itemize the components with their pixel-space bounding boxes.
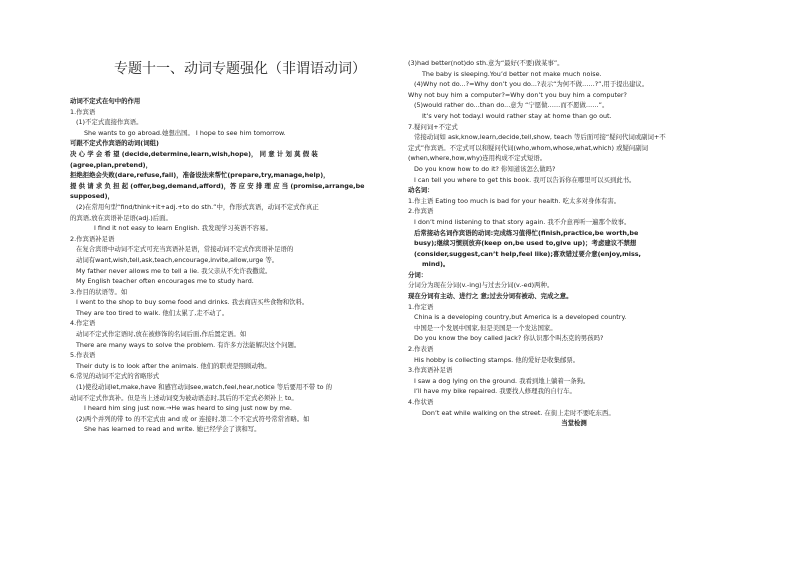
left-text-line: Their duty is to look after the animals. 他们的职责是照顾动物。 bbox=[76, 361, 271, 370]
right-text-line: 1.作主语 Eating too much is bad for your health. 吃太多对身体有害。 bbox=[408, 196, 621, 205]
left-text-line: My father never allows me to tell a lie. 我父亲从不允许我撒谎。 bbox=[76, 266, 272, 275]
left-text-line: I heard him sing just now.→He was heard to sing just now by me. bbox=[84, 404, 292, 413]
left-text-line: They are too tired to walk. 他们太累了,走不动了。 bbox=[76, 308, 229, 317]
right-text-line: Why not buy him a computer?=Why don’t you buy him a computer? bbox=[408, 90, 627, 99]
right-text-line: 现在分词有主动、进行之 意;过去分词有被动、完成之意。 bbox=[408, 292, 573, 301]
left-text-line: 动词有want,wish,tell,ask,teach,encourage,invite,allow,urge 等。 bbox=[76, 255, 279, 264]
right-text-line: (consider,suggest,can’t help,feel like);喜欢错过要介意(enjoy,miss, bbox=[414, 249, 641, 258]
right-text-line: 动名词： bbox=[408, 186, 434, 195]
left-text-line: 在复合宾语中动词不定式可充当宾语补足语，常接动词不定式作宾语补足语的 bbox=[76, 245, 294, 254]
right-text-line: (3)had better(not)do sth.意为“最好(不要)做某事”。 bbox=[408, 59, 564, 67]
right-text-line: Do you know how to do it? 你知道该怎么做吗? bbox=[414, 164, 556, 173]
right-text-line: 定式”作宾语。不定式可以和疑问代词(who,whom,whose,what,which) 或疑问副词 bbox=[408, 143, 649, 152]
right-text-line: 常接动词如 ask,know,learn,decide,tell,show, teach 等后面可接“疑问代词或副词+不 bbox=[414, 133, 666, 142]
right-text-line: 4.作状语 bbox=[408, 398, 434, 406]
left-text-line: 提 供 请 求 负 担 起 (offer,beg,demand,afford)，答 应 安 排 理 应 当 (promise,arrange,be bbox=[70, 181, 365, 190]
right-text-line: 中国是一个发展中国家,但是美国是一个发达国家。 bbox=[414, 323, 557, 332]
right-text-line: His hobby is collecting stamps. 他的爱好是收集邮票。 bbox=[414, 355, 580, 364]
right-text-line: 分词分为现在分词(v.-ing)与过去分词(v.-ed)两种。 bbox=[408, 281, 554, 290]
right-text-line: busy);继续习惯别放弃(keep on,be used to,give up)；考虑建议不禁想 bbox=[414, 239, 637, 248]
right-text-line: It’s very hot today.I would rather stay at home than go out. bbox=[422, 111, 612, 120]
left-text-line: She wants to go abroad.她想出国。 I hope to see him tomorrow. bbox=[84, 128, 286, 137]
right-text-line: (when,where,how,why)连用构成不定式短语。 bbox=[408, 154, 547, 163]
right-text-line: Don’t eat while walking on the street. 在街上走时不要吃东西。 bbox=[422, 408, 615, 417]
left-text-line: 动词不定式作定语时,放在被修饰的名词后面,作后置定语。如 bbox=[76, 330, 247, 339]
right-text-line: mind)。 bbox=[422, 260, 450, 269]
left-text-line: 1.作宾语 bbox=[70, 107, 96, 116]
left-text-line: 3.作目的状语等。如 bbox=[70, 287, 128, 296]
left-text-line: My English teacher often encourages me to study hard. bbox=[76, 277, 254, 286]
right-text-line: I’ll have my bike repaired. 我要找人修理我的自行车。 bbox=[414, 387, 576, 396]
left-text-line: 拒绝拒绝会失败(dare,refuse,fail)，准备设法来帮忙(prepare,try,manage,help)， bbox=[70, 171, 330, 180]
left-text-line: supposed)， bbox=[70, 192, 114, 201]
right-text-line: I can tell you where to get this book. 我可以告诉你在哪里可以买到此书。 bbox=[414, 175, 636, 184]
left-text-line: 6.常见的动词不定式的省略形式 bbox=[70, 372, 160, 381]
right-text-line: 3.作宾语补足语 bbox=[408, 366, 453, 375]
right-text-line: Do you know the boy called Jack? 你认识那个叫杰克的男孩吗? bbox=[414, 334, 604, 343]
right-text-line: 当堂检测 bbox=[561, 419, 587, 428]
right-text-line: (5)would rather do...than do...意为 “宁愿做……而不愿做……”。 bbox=[414, 101, 609, 110]
left-text-line: 可跟不定式作宾语的动词(词组) bbox=[70, 139, 159, 148]
page-title: 专题十一、动词专题强化（非谓语动词） bbox=[114, 61, 366, 77]
left-text-line: (1)使役动词let,make,have 和感官动词see,watch,feel,hear,notice 等后要用不带 to 的 bbox=[76, 383, 332, 392]
right-column bbox=[408, 58, 740, 429]
left-text-line: 2.作宾语补足语 bbox=[70, 234, 115, 243]
right-text-line: 7.疑问词+不定式 bbox=[408, 122, 458, 131]
right-text-line: 2.作表语 bbox=[408, 345, 434, 354]
right-text-line: The baby is sleeping.You’d better not make much noise. bbox=[422, 69, 602, 78]
left-text-line: There are many ways to solve the problem. 有许多方法能解决这个问题。 bbox=[76, 340, 301, 349]
right-text-line: 1.作定语 bbox=[408, 302, 434, 311]
left-text-line: 动词不定式作宾补。但是当上述动词变为被动语态时,其后的不定式必须补上 to。 bbox=[70, 393, 298, 402]
left-text-line: (agree,plan,pretend)， bbox=[70, 160, 152, 169]
left-text-line: I find it not easy to learn English. 我发现学习英语不容易。 bbox=[94, 224, 272, 233]
right-text-line: 分词： bbox=[408, 270, 428, 279]
left-text-line: She has learned to read and write. 她已经学会了读和写。 bbox=[84, 425, 261, 434]
right-text-line: China is a developing country,but America is a developed country. bbox=[414, 313, 627, 322]
left-text-line: 5.作表语 bbox=[70, 351, 96, 360]
right-text-line: (4)Why not do...?=Why don’t you do...?表示“为何不做……?”,用于提出建议。 bbox=[414, 80, 649, 89]
left-text-line: I went to the shop to buy some food and drinks. 我去商店买些食物和饮料。 bbox=[76, 298, 309, 307]
right-text-line: I don’t mind listening to that story again. 我不介意再听一遍那个故事。 bbox=[414, 217, 631, 226]
left-column bbox=[70, 96, 402, 435]
left-text-line: 动词不定式在句中的作用 bbox=[70, 97, 141, 105]
right-text-line: 后常接动名词作宾语的动词:完成练习值得忙(finish,practice,be worth,be bbox=[414, 228, 639, 237]
right-text-line: 2.作宾语 bbox=[408, 207, 434, 216]
right-text-line: I saw a dog lying on the ground. 我看到地上躺着一条狗。 bbox=[414, 376, 590, 385]
left-text-line: (2)在常用句型“find/think+it+adj.+to do sth.”中，作形式宾语，动词不定式作真正 bbox=[76, 202, 319, 211]
left-text-line: 的宾语,放在宾语补足语(adj.)后面。 bbox=[70, 213, 172, 222]
left-text-line: 4.作定语 bbox=[70, 319, 96, 328]
left-text-line: (2)两个并列的带 to 的不定式由 and 或 or 连接时,第二个不定式符号常常省略。如 bbox=[76, 414, 310, 423]
left-text-line: 决 心 学 会 希 望 (decide,determine,learn,wish,hope)， 同 意 计 划 莫 假 装 bbox=[70, 149, 318, 158]
left-text-line: (1)不定式直接作宾语。 bbox=[76, 118, 143, 127]
